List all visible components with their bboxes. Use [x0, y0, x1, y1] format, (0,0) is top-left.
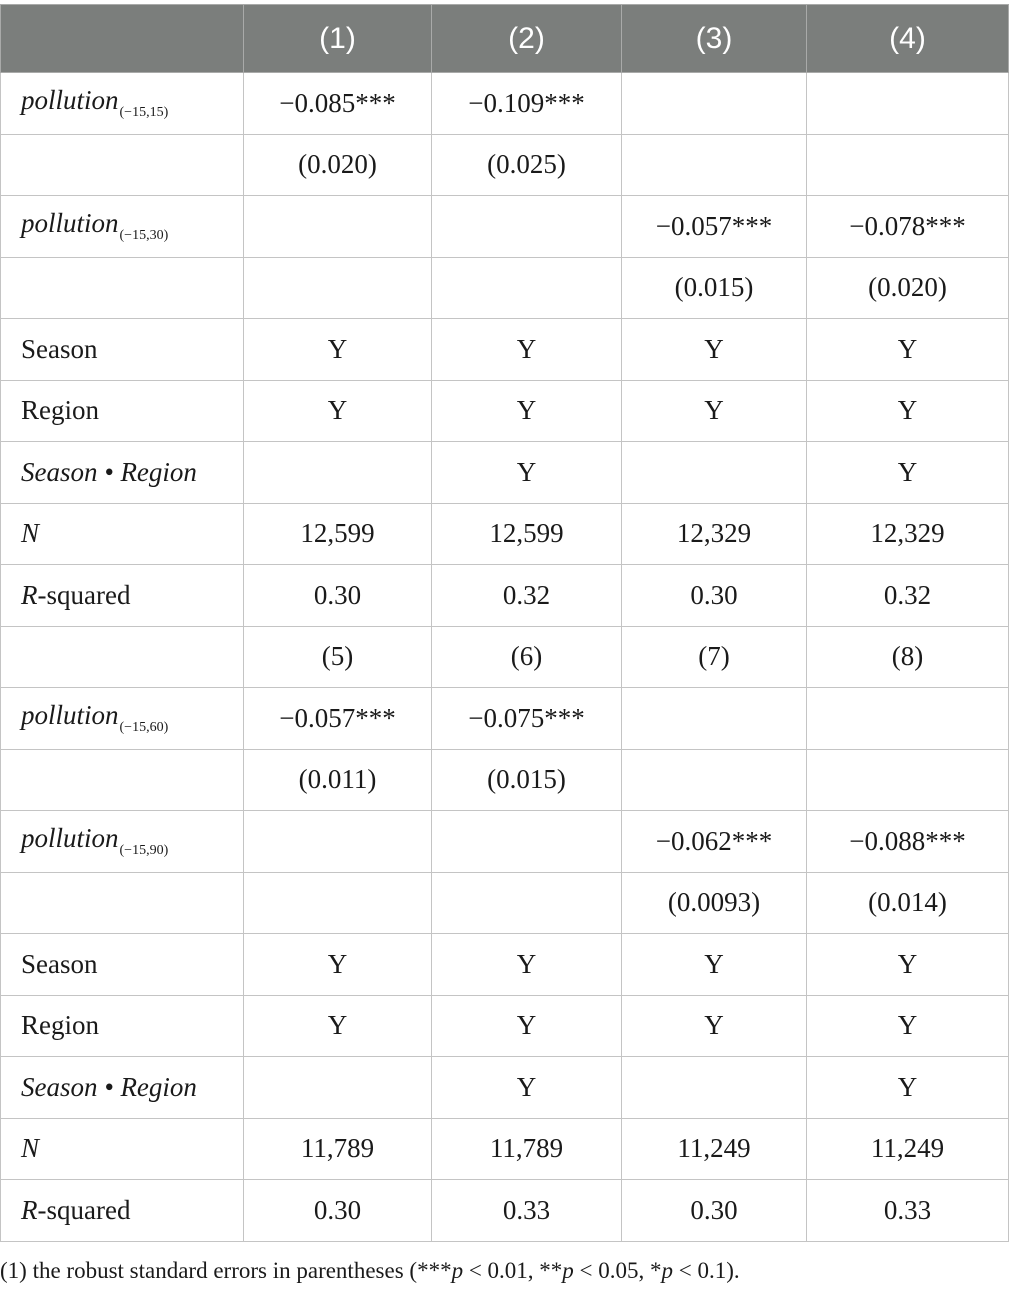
table-cell: Y [622, 319, 807, 381]
table-body [1, 73, 1009, 1242]
table-cell [807, 688, 1009, 750]
row-label [1, 565, 244, 627]
footnote-stars-3: * [650, 1258, 662, 1283]
table-cell: Y [432, 995, 622, 1057]
table-cell: Y [244, 934, 432, 996]
row-label [1, 626, 244, 688]
table-cell [244, 442, 432, 504]
table-cell [244, 196, 432, 258]
header-cell-1: (1) [244, 5, 432, 73]
row-label [1, 688, 244, 750]
row-label [1, 934, 244, 996]
header-cell-4: (4) [807, 5, 1009, 73]
table-cell [807, 73, 1009, 135]
row-label-text: N [21, 1133, 40, 1164]
table-cell: 0.30 [622, 565, 807, 627]
table-cell: (6) [432, 626, 622, 688]
table-row [1, 565, 1009, 627]
table-cell: (0.015) [622, 257, 807, 319]
row-label [1, 257, 244, 319]
table-cell: Y [807, 995, 1009, 1057]
table-cell: (5) [244, 626, 432, 688]
table-cell: 12,329 [807, 503, 1009, 565]
footnote-stars-1: *** [417, 1258, 452, 1283]
table-cell [244, 811, 432, 873]
table-cell: −0.085*** [244, 73, 432, 135]
table-row [1, 1180, 1009, 1242]
row-label [1, 1057, 244, 1119]
row-label [1, 1118, 244, 1180]
table-cell: Y [807, 1057, 1009, 1119]
table-cell: (0.011) [244, 749, 432, 811]
table-cell [244, 257, 432, 319]
footnote-p-2: p [562, 1258, 574, 1283]
row-label [1, 872, 244, 934]
row-label-rest: -squared [37, 1194, 131, 1225]
row-label [1, 995, 244, 1057]
table-cell [622, 688, 807, 750]
table-cell: 0.30 [244, 565, 432, 627]
table-cell [432, 196, 622, 258]
table-cell: (0.025) [432, 134, 622, 196]
row-label [1, 134, 244, 196]
table-cell: Y [622, 934, 807, 996]
table-row [1, 872, 1009, 934]
row-label [1, 442, 244, 504]
table-row [1, 811, 1009, 873]
footnote-p-1: p [451, 1258, 464, 1283]
table-cell: −0.057*** [244, 688, 432, 750]
table-cell: Y [244, 380, 432, 442]
table-cell [432, 811, 622, 873]
row-label-rest: -squared [37, 579, 131, 610]
table-cell: Y [432, 380, 622, 442]
table-row [1, 503, 1009, 565]
footnote-threshold-3: < 0.1). [673, 1258, 740, 1283]
table-cell: Y [807, 319, 1009, 381]
row-label-text: pollution [21, 85, 119, 116]
table-cell: Y [244, 319, 432, 381]
table-cell: 0.32 [432, 565, 622, 627]
header-cell-2: (2) [432, 5, 622, 73]
table-cell: 12,329 [622, 503, 807, 565]
row-label-text: pollution [21, 208, 119, 239]
footnote-threshold-2: < 0.05, [573, 1258, 651, 1283]
row-label-italic: R [21, 1194, 38, 1225]
table-cell: Y [244, 995, 432, 1057]
row-label [1, 811, 244, 873]
row-label-text: pollution [21, 700, 119, 731]
table-row [1, 1057, 1009, 1119]
row-label [1, 196, 244, 258]
table-cell [622, 1057, 807, 1119]
row-label-text: Season [21, 333, 98, 364]
table-cell: 11,789 [432, 1118, 622, 1180]
row-label-text: Season • Region [21, 456, 197, 487]
table-cell: (8) [807, 626, 1009, 688]
header-cell-corner [1, 5, 244, 73]
table-row [1, 257, 1009, 319]
table-cell [622, 442, 807, 504]
table-row [1, 380, 1009, 442]
table-header [1, 5, 1009, 73]
row-label-subscript: (−15,60) [119, 720, 169, 736]
table-cell: Y [432, 934, 622, 996]
table-cell: 0.33 [807, 1180, 1009, 1242]
table-cell [244, 872, 432, 934]
table-cell: (0.0093) [622, 872, 807, 934]
row-label-subscript: (−15,15) [119, 105, 169, 121]
row-label [1, 73, 244, 135]
table-cell: (0.020) [807, 257, 1009, 319]
table-cell [807, 134, 1009, 196]
table-cell [432, 872, 622, 934]
table-cell: Y [432, 319, 622, 381]
row-label-text: pollution [21, 823, 119, 854]
table-cell: Y [432, 442, 622, 504]
table-cell: 0.30 [622, 1180, 807, 1242]
table-row [1, 1118, 1009, 1180]
table-cell: 11,249 [622, 1118, 807, 1180]
table-cell: −0.075*** [432, 688, 622, 750]
table-cell: −0.057*** [622, 196, 807, 258]
table-row [1, 688, 1009, 750]
table-cell: 0.33 [432, 1180, 622, 1242]
row-label-subscript: (−15,30) [119, 228, 169, 244]
table-cell: 12,599 [244, 503, 432, 565]
row-label [1, 503, 244, 565]
table-row [1, 319, 1009, 381]
table-row [1, 934, 1009, 996]
table-cell: 12,599 [432, 503, 622, 565]
footnote-threshold-1: < 0.01, [463, 1258, 540, 1283]
header-cell-3: (3) [622, 5, 807, 73]
table-row [1, 73, 1009, 135]
row-label-text: Region [21, 1010, 99, 1041]
table-cell: 11,789 [244, 1118, 432, 1180]
table-cell: −0.109*** [432, 73, 622, 135]
regression-table [0, 4, 1009, 1242]
table-cell [622, 134, 807, 196]
table-cell: (0.014) [807, 872, 1009, 934]
table-cell: 11,249 [807, 1118, 1009, 1180]
table-cell [807, 749, 1009, 811]
table-cell: Y [807, 380, 1009, 442]
row-label-italic: R [21, 579, 38, 610]
table-cell: −0.088*** [807, 811, 1009, 873]
table-footnote [0, 1258, 740, 1284]
header-row [1, 5, 1009, 73]
footnote-prefix: (1) the robust standard errors in parentheses ( [0, 1258, 418, 1283]
table-cell: Y [432, 1057, 622, 1119]
row-label-text: Season [21, 948, 98, 979]
table-cell: Y [807, 934, 1009, 996]
table-cell: 0.30 [244, 1180, 432, 1242]
row-label [1, 749, 244, 811]
table-row [1, 196, 1009, 258]
table-cell [432, 257, 622, 319]
table-cell: Y [807, 442, 1009, 504]
table-row [1, 995, 1009, 1057]
row-label [1, 1180, 244, 1242]
table-cell: Y [622, 380, 807, 442]
table-row [1, 134, 1009, 196]
row-label [1, 319, 244, 381]
row-label-text: N [21, 518, 40, 549]
row-label [1, 380, 244, 442]
table-row [1, 442, 1009, 504]
table-row [1, 626, 1009, 688]
table-row [1, 749, 1009, 811]
table-cell [622, 73, 807, 135]
table-cell [244, 1057, 432, 1119]
table-cell: 0.32 [807, 565, 1009, 627]
table-cell: −0.062*** [622, 811, 807, 873]
table-cell: Y [622, 995, 807, 1057]
footnote-stars-2: ** [539, 1258, 563, 1283]
table-cell: (0.015) [432, 749, 622, 811]
footnote-p-3: p [661, 1258, 674, 1283]
row-label-subscript: (−15,90) [119, 843, 169, 859]
table-cell [622, 749, 807, 811]
row-label-text: Season • Region [21, 1071, 197, 1102]
table-cell: (0.020) [244, 134, 432, 196]
table-cell: −0.078*** [807, 196, 1009, 258]
table-cell: (7) [622, 626, 807, 688]
row-label-text: Region [21, 395, 99, 426]
